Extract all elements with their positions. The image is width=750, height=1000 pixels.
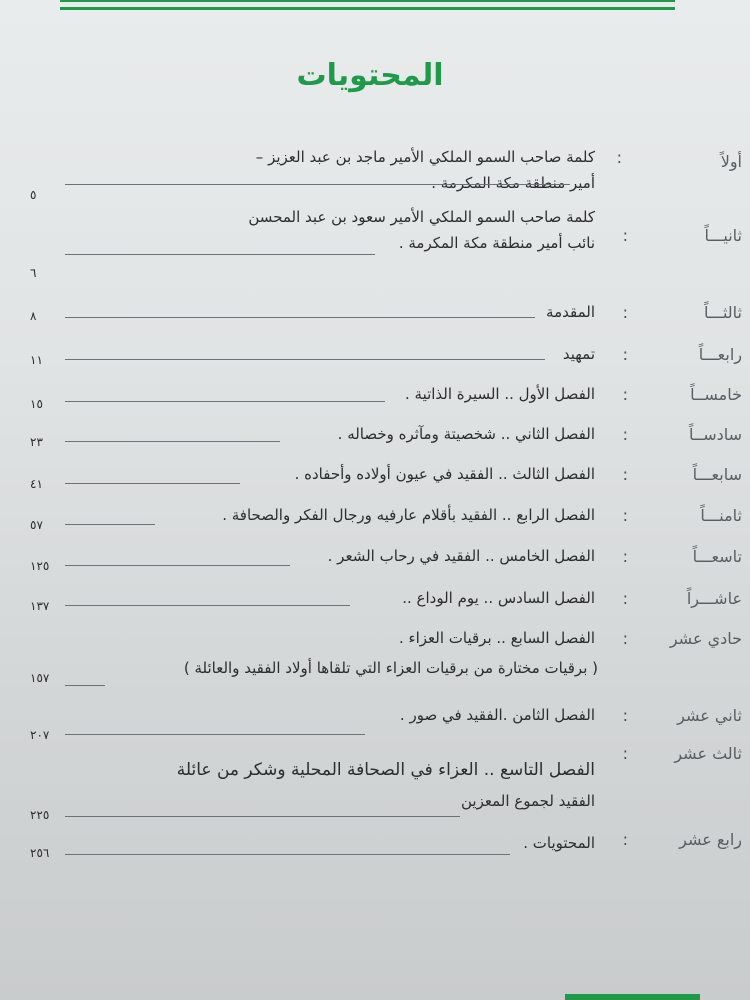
toc-entry-7 — [0, 465, 750, 495]
toc-page-number: ٢٢٥ — [30, 808, 50, 822]
toc-leader-line — [65, 483, 240, 484]
toc-text-line-1: الفصل التاسع .. العزاء في الصحافة المحلية وشكر من عائلة — [176, 760, 595, 780]
toc-page-number: ٢٠٧ — [30, 728, 50, 742]
toc-text-line-1: الفصل الثامن .الفقيد في صور . — [399, 706, 595, 724]
toc-entry-14 — [0, 830, 750, 860]
page-title: المحتويات — [296, 58, 444, 93]
toc-text-line-1: الفصل السابع .. برقيات العزاء . — [399, 629, 595, 647]
toc-label: سابعـــاً — [692, 465, 742, 484]
toc-entry-13 — [0, 744, 750, 822]
toc-page-number: ٤١ — [30, 477, 43, 491]
toc-label: عاشـــراً — [686, 589, 742, 608]
toc-label: ثامنـــاً — [700, 506, 742, 525]
toc-entry-5 — [0, 385, 750, 415]
toc-text-line-1: الفصل الثالث .. الفقيد في عيون أولاده وأحفاده . — [294, 465, 595, 483]
toc-entry-10 — [0, 589, 750, 619]
toc-colon: : — [622, 303, 628, 322]
toc-colon: : — [622, 706, 628, 725]
toc-text-line-1: الفصل الثاني .. شخصيتة ومآثره وخصاله . — [337, 425, 595, 443]
toc-text-line-2: ( برقيات مختارة من برقيات العزاء التي تلقاها أولاد الفقيد والعائلة ) — [183, 659, 598, 677]
toc-label: سادســاً — [688, 425, 742, 444]
toc-entry-12 — [0, 706, 750, 742]
toc-colon: : — [622, 830, 628, 849]
toc-entry-8 — [0, 506, 750, 536]
toc-leader-line — [65, 524, 155, 525]
toc-page-number: ٦ — [30, 266, 37, 280]
toc-leader-line — [65, 854, 510, 855]
toc-leader-line — [65, 685, 105, 686]
toc-text-line-1: تمهيد — [562, 345, 595, 363]
toc-text-line-1: المحتويات . — [523, 834, 595, 852]
toc-label: رابع عشر — [679, 830, 742, 849]
toc-page-number: ١٥٧ — [30, 671, 50, 685]
toc-label: تاسعـــاً — [692, 547, 742, 566]
toc-text-line-1: الفصل الأول .. السيرة الذاتية . — [404, 385, 595, 403]
toc-page-number: ١٢٥ — [30, 559, 50, 573]
toc-colon: : — [622, 629, 628, 648]
toc-text-line-2: أمير منطقة مكة المكرمة . — [431, 174, 595, 192]
toc-label: ثانيـــاً — [704, 226, 742, 245]
bottom-decorative-rule — [565, 994, 700, 1000]
toc-leader-line — [65, 605, 350, 606]
toc-leader-line — [65, 401, 385, 402]
toc-text-line-1: كلمة صاحب السمو الملكي الأمير سعود بن عبد المحسن — [248, 208, 595, 226]
toc-label: ثاني عشر — [677, 706, 742, 725]
toc-entry-2 — [0, 208, 750, 280]
toc-page-number: ٥ — [30, 188, 37, 202]
toc-label: رابعـــاً — [698, 345, 742, 364]
toc-text-line-1: الفصل السادس .. يوم الوداع .. — [402, 589, 595, 607]
toc-text-line-1: الفصل الخامس .. الفقيد في رحاب الشعر . — [327, 547, 595, 565]
toc-entry-1 — [0, 148, 750, 202]
toc-entry-9 — [0, 547, 750, 577]
toc-entry-11 — [0, 629, 750, 685]
toc-colon: : — [616, 148, 622, 167]
toc-page-number: ١١ — [30, 353, 43, 367]
toc-leader-line — [65, 734, 365, 735]
toc-leader-line — [65, 359, 545, 360]
toc-colon: : — [622, 425, 628, 444]
toc-label: حادي عشر — [669, 629, 742, 648]
toc-colon: : — [622, 589, 628, 608]
toc-label: ثالث عشر — [674, 744, 742, 763]
toc-leader-line — [65, 441, 280, 442]
toc-leader-line — [65, 565, 290, 566]
toc-colon: : — [622, 465, 628, 484]
toc-colon: : — [622, 345, 628, 364]
toc-leader-line — [65, 184, 570, 185]
toc-label: أولاً — [720, 152, 742, 171]
toc-colon: : — [622, 226, 628, 245]
toc-colon: : — [622, 547, 628, 566]
toc-label: خامســاً — [690, 385, 742, 404]
toc-entry-6 — [0, 425, 750, 455]
toc-page-number: ٢٥٦ — [30, 846, 50, 860]
toc-label: ثالثـــاً — [704, 303, 742, 322]
toc-entry-3 — [0, 303, 750, 333]
toc-page-number: ١٣٧ — [30, 599, 50, 613]
toc-text-line-2: الفقيد لجموع المعزين — [461, 792, 595, 810]
toc-text-line-1: الفصل الرابع .. الفقيد بأقلام عارفيه ورجال الفكر والصحافة . — [222, 506, 595, 524]
toc-colon: : — [622, 385, 628, 404]
toc-page-number: ٥٧ — [30, 518, 43, 532]
toc-page-number: ٢٣ — [30, 435, 43, 449]
toc-colon: : — [622, 506, 628, 525]
toc-page-number: ٨ — [30, 309, 37, 323]
toc-leader-line — [65, 816, 460, 817]
toc-text-line-1: كلمة صاحب السمو الملكي الأمير ماجد بن عبد العزيز – — [255, 148, 595, 166]
toc-text-line-1: المقدمة — [546, 303, 595, 321]
toc-page-number: ١٥ — [30, 397, 43, 411]
top-decorative-rule — [60, 0, 675, 10]
toc-colon: : — [622, 744, 628, 763]
toc-entry-4 — [0, 345, 750, 375]
toc-leader-line — [65, 254, 375, 255]
toc-leader-line — [65, 317, 535, 318]
toc-text-line-2: نائب أمير منطقة مكة المكرمة . — [398, 234, 595, 252]
